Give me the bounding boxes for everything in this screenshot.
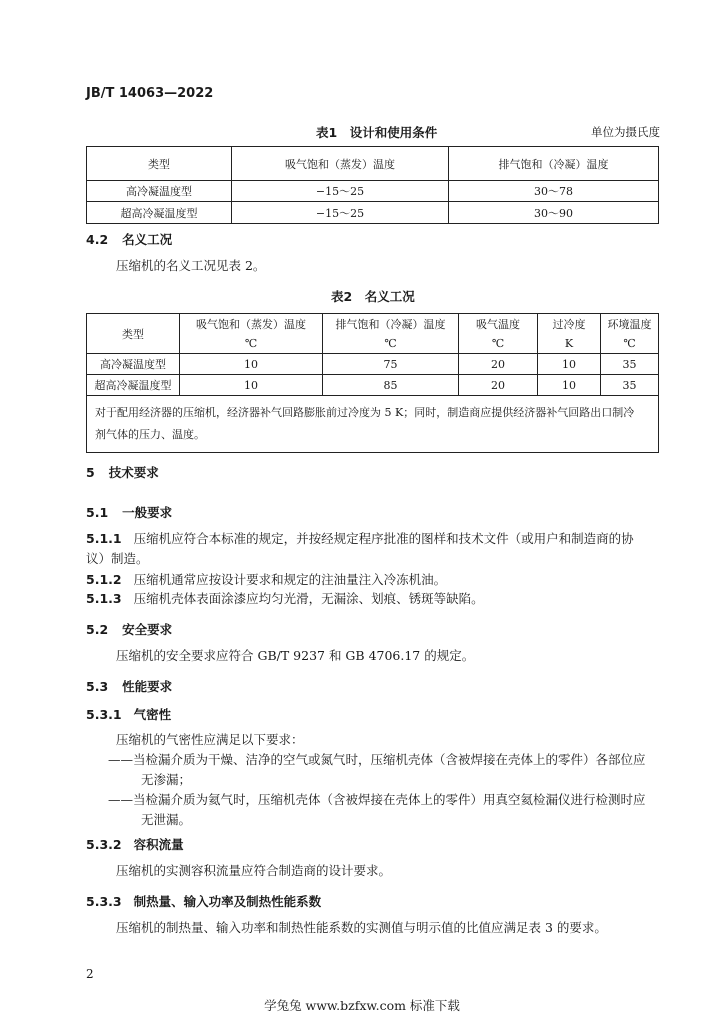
section-number: 5.1 bbox=[86, 505, 109, 520]
table-cell: 85 bbox=[323, 375, 459, 396]
table1 bbox=[86, 146, 659, 224]
section-5-3-2-heading bbox=[86, 835, 184, 853]
list-item: ——当检漏介质为氦气时，压缩机壳体（含被焊接在壳体上的零件）用真空氦检漏仪进行检测时应 bbox=[108, 792, 646, 807]
table-cell: 30～90 bbox=[449, 202, 659, 224]
table-cell: 10 bbox=[538, 354, 601, 375]
section-number: 5.3.1 bbox=[86, 707, 122, 722]
table1-header-row bbox=[87, 147, 659, 181]
table1-header-cell: 排气饱和（冷凝）温度 bbox=[449, 147, 659, 181]
table2-header-cell: 排气饱和（冷凝）温度 bbox=[323, 314, 459, 334]
table1-caption: 表1 设计和使用条件 bbox=[316, 125, 438, 140]
section-title: 一般要求 bbox=[122, 505, 173, 520]
clause-text: 压缩机壳体表面涂漆应均匀光滑，无漏涂、划痕、锈斑等缺陷。 bbox=[133, 591, 484, 606]
table2-header-cell: 类型 bbox=[87, 314, 180, 354]
section-title: 气密性 bbox=[133, 707, 172, 722]
table2-header-cell: 环境温度 bbox=[601, 314, 659, 334]
section-title: 制热量、输入功率及制热性能系数 bbox=[133, 894, 322, 909]
clause-5-3-1-body bbox=[108, 730, 676, 830]
section-title: 性能要求 bbox=[122, 679, 173, 694]
section-5-3-heading bbox=[86, 677, 172, 695]
footer-watermark: 学兔兔 www.bzfxw.com 标准下载 bbox=[264, 998, 460, 1013]
table2-unit-cell: K bbox=[538, 334, 601, 354]
clause-5-1-3 bbox=[86, 589, 484, 609]
table-cell: 10 bbox=[180, 354, 323, 375]
table-cell: 高冷凝温度型 bbox=[87, 181, 232, 202]
list-item-continuation: 无泄漏。 bbox=[141, 812, 192, 827]
section-number: 5.3.3 bbox=[86, 894, 122, 909]
table-cell: 20 bbox=[459, 354, 538, 375]
table-cell: 20 bbox=[459, 375, 538, 396]
section-number: 4.2 bbox=[86, 232, 109, 247]
section-5-3-3-heading bbox=[86, 892, 321, 910]
table-cell: 10 bbox=[538, 375, 601, 396]
section-5-2-text: 压缩机的安全要求应符合 GB/T 9237 和 GB 4706.17 的规定。 bbox=[116, 648, 475, 663]
section-5-3-1-heading bbox=[86, 705, 171, 723]
clause-text: 压缩机的气密性应满足以下要求： bbox=[116, 732, 304, 747]
table2-note-line: 对于配用经济器的压缩机，经济器补气回路膨胀前过冷度为 5 K；同时，制造商应提供经济器补气回路出口制冷 bbox=[95, 406, 635, 419]
table2-note bbox=[87, 396, 659, 453]
section-4-2-text: 压缩机的名义工况见表 2。 bbox=[116, 258, 266, 273]
section-number: 5.3 bbox=[86, 679, 109, 694]
table-cell: −15～25 bbox=[232, 181, 449, 202]
document-header: JB/T 14063—2022 bbox=[86, 86, 214, 101]
table-cell: 高冷凝温度型 bbox=[87, 354, 180, 375]
section-5-3-3-text: 压缩机的制热量、输入功率和制热性能系数的实测值与明示值的比值应满足表 3 的要求。 bbox=[116, 920, 607, 935]
section-title: 容积流量 bbox=[133, 837, 184, 852]
table1-header-cell: 吸气饱和（蒸发）温度 bbox=[232, 147, 449, 181]
table2-unit-cell: ℃ bbox=[459, 334, 538, 354]
section-5-1-heading bbox=[86, 503, 172, 521]
table2-note-row bbox=[87, 396, 659, 453]
table2-caption: 表2 名义工况 bbox=[331, 289, 415, 304]
table2-unit-cell: ℃ bbox=[601, 334, 659, 354]
table2-unit-cell: ℃ bbox=[323, 334, 459, 354]
table2-unit-cell: ℃ bbox=[180, 334, 323, 354]
table2-note-line: 剂气体的压力、温度。 bbox=[95, 428, 205, 441]
clause-number: 5.1.3 bbox=[86, 591, 122, 606]
table-cell: 75 bbox=[323, 354, 459, 375]
table2-header-cell: 过冷度 bbox=[538, 314, 601, 334]
table-cell: 35 bbox=[601, 354, 659, 375]
table1-header-cell: 类型 bbox=[87, 147, 232, 181]
table1-unit: 单位为摄氏度 bbox=[591, 125, 660, 139]
clause-text: 压缩机应符合本标准的规定，并按经规定程序批准的图样和技术文件（或用户和制造商的协 bbox=[133, 531, 634, 546]
table2-header-row bbox=[87, 314, 659, 334]
clause-number: 5.1.2 bbox=[86, 572, 122, 587]
list-item-continuation: 无渗漏； bbox=[141, 772, 192, 787]
clause-5-1-2 bbox=[86, 570, 446, 590]
list-item: ——当检漏介质为干燥、洁净的空气或氮气时，压缩机壳体（含被焊接在壳体上的零件）各部位应 bbox=[108, 752, 646, 767]
section-5-2-heading bbox=[86, 620, 172, 638]
table2-header-cell: 吸气温度 bbox=[459, 314, 538, 334]
table-row bbox=[87, 181, 659, 202]
clause-number: 5.1.1 bbox=[86, 531, 122, 546]
table-row bbox=[87, 202, 659, 224]
table2 bbox=[86, 313, 659, 453]
section-5-heading bbox=[86, 463, 159, 481]
section-title: 名义工况 bbox=[122, 232, 173, 247]
table-cell: 30～78 bbox=[449, 181, 659, 202]
table-cell: 35 bbox=[601, 375, 659, 396]
section-title: 技术要求 bbox=[108, 465, 159, 480]
section-number: 5 bbox=[86, 465, 95, 480]
section-number: 5.3.2 bbox=[86, 837, 122, 852]
section-title: 安全要求 bbox=[122, 622, 173, 637]
table-row bbox=[87, 354, 659, 375]
clause-text: 压缩机通常应按设计要求和规定的注油量注入冷冻机油。 bbox=[133, 572, 447, 587]
table-row bbox=[87, 375, 659, 396]
section-5-3-2-text: 压缩机的实测容积流量应符合制造商的设计要求。 bbox=[116, 863, 392, 878]
table2-header-cell: 吸气饱和（蒸发）温度 bbox=[180, 314, 323, 334]
table-cell: 超高冷凝温度型 bbox=[87, 202, 232, 224]
table-cell: 超高冷凝温度型 bbox=[87, 375, 180, 396]
section-4-2-heading bbox=[86, 230, 172, 248]
page-number: 2 bbox=[86, 967, 94, 981]
clause-5-1-1 bbox=[86, 529, 666, 569]
table-cell: 10 bbox=[180, 375, 323, 396]
table-cell: −15～25 bbox=[232, 202, 449, 224]
clause-text: 议）制造。 bbox=[86, 551, 149, 566]
section-number: 5.2 bbox=[86, 622, 109, 637]
